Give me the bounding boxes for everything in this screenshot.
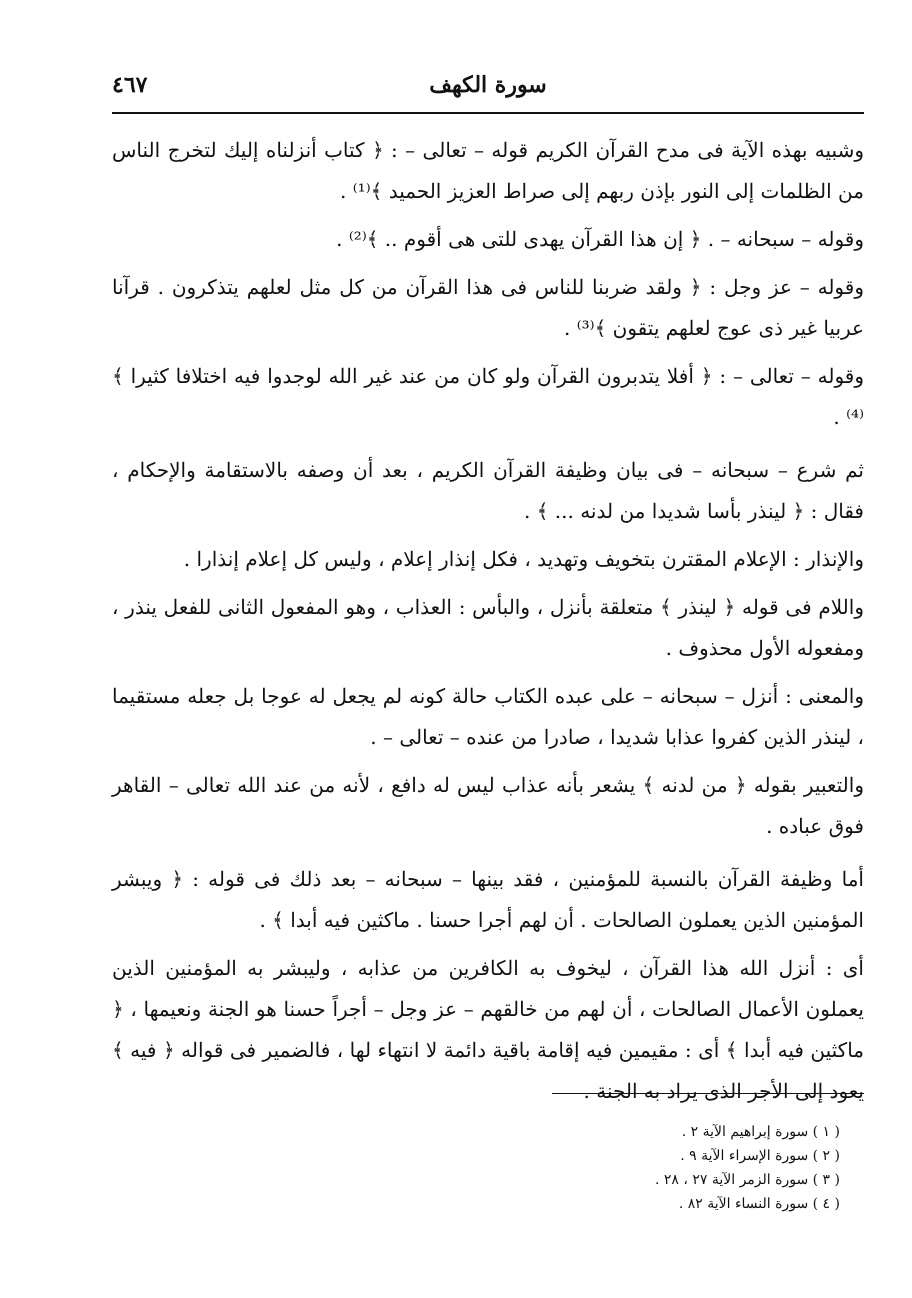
paragraph: أى : أنزل الله هذا القرآن ، ليخوف به الكافرين من عذابه ، وليبشر به المؤمنين الذين يعملون الأعمال الصالحات ، أن لهم من خالقهم – عز وجل – أجراً حسنا هو الجنة ونعيمها ، ﴿ ماكثين فيه أبدا ﴾ أى : مقيمين فيه إقامة باقية دائمة لا انتهاء لها ، فالضمير فى قواله ﴿ فيه ﴾ يعود إلى الأجر الذى يراد به الجنة .: [112, 956, 864, 1103]
header-divider: [112, 112, 864, 114]
footnote-divider: [552, 1093, 864, 1094]
paragraph: وقوله – سبحانه – . ﴿ إن هذا القرآن يهدى للتى هى أقوم .. ﴾⁽²⁾ .: [336, 227, 864, 251]
paragraph: وشبيه بهذه الآية فى مدح القرآن الكريم قوله – تعالى – : ﴿ كتاب أنزلناه إليك لتخرج الناس من الظلمات إلى النور بإذن ربهم إلى صراط العزيز الحميد ﴾⁽¹⁾ .: [112, 138, 864, 203]
paragraph: والمعنى : أنزل – سبحانه – على عبده الكتاب حالة كونه لم يجعل له عوجا بل جعله مستقيما ، لينذر الذين كفروا عذابا شديدا ، صادرا من عنده – تعالى – .: [112, 684, 865, 749]
footnote-item: ( ٢ ) سورة الإسراء الآية ٩ .: [680, 1148, 840, 1164]
footnotes: [540, 1120, 840, 1216]
paragraph: واللام فى قوله ﴿ لينذر ﴾ متعلقة بأنزل ، والبأس : العذاب ، وهو المفعول الثانى للفعل ينذر ، ومفعوله الأول محذوف .: [112, 595, 864, 660]
footnote-item: ( ١ ) سورة إبراهيم الآية ٢ .: [681, 1124, 840, 1140]
paragraph: وقوله – عز وجل : ﴿ ولقد ضربنا للناس فى هذا القرآن من كل مثل لعلهم يتذكرون . قرآنا عربيا غير ذى عوج لعلهم يتقون ﴾⁽³⁾ .: [112, 275, 864, 340]
paragraph: ثم شرع – سبحانه – فى بيان وظيفة القرآن الكريم ، بعد أن وصفه بالاستقامة والإحكام ، فقال : ﴿ لينذر بأسا شديدا من لدنه ... ﴾ .: [112, 458, 864, 523]
footnote-item: ( ٤ ) سورة النساء الآية ٨٢ .: [678, 1196, 840, 1212]
paragraph: وقوله – تعالى – : ﴿ أفلا يتدبرون القرآن ولو كان من عند غير الله لوجدوا فيه اختلافا كثيرا ﴾⁽⁴⁾ .: [112, 364, 864, 429]
chapter-title: سورة الكهف: [429, 72, 547, 98]
paragraph: والإنذار : الإعلام المقترن بتخويف وتهديد ، فكل إنذار إعلام ، وليس كل إعلام إنذارا .: [183, 547, 864, 571]
main-text: [112, 130, 864, 1119]
page-number: ٤٦٧: [112, 72, 148, 98]
footnote-item: ( ٣ ) سورة الزمر الآية ٢٧ ، ٢٨ .: [654, 1172, 840, 1188]
paragraph: والتعبير بقوله ﴿ من لدنه ﴾ يشعر بأنه عذاب ليس له دافع ، لأنه من عند الله تعالى – القاهر فوق عباده .: [112, 773, 864, 838]
running-header: [112, 70, 864, 110]
paragraph: أما وظيفة القرآن بالنسبة للمؤمنين ، فقد بينها – سبحانه – بعد ذلك فى قوله : ﴿ ويبشر المؤمنين الذين يعملون الصالحات . أن لهم أجرا حسنا . ماكثين فيه أبدا ﴾ .: [112, 867, 864, 932]
